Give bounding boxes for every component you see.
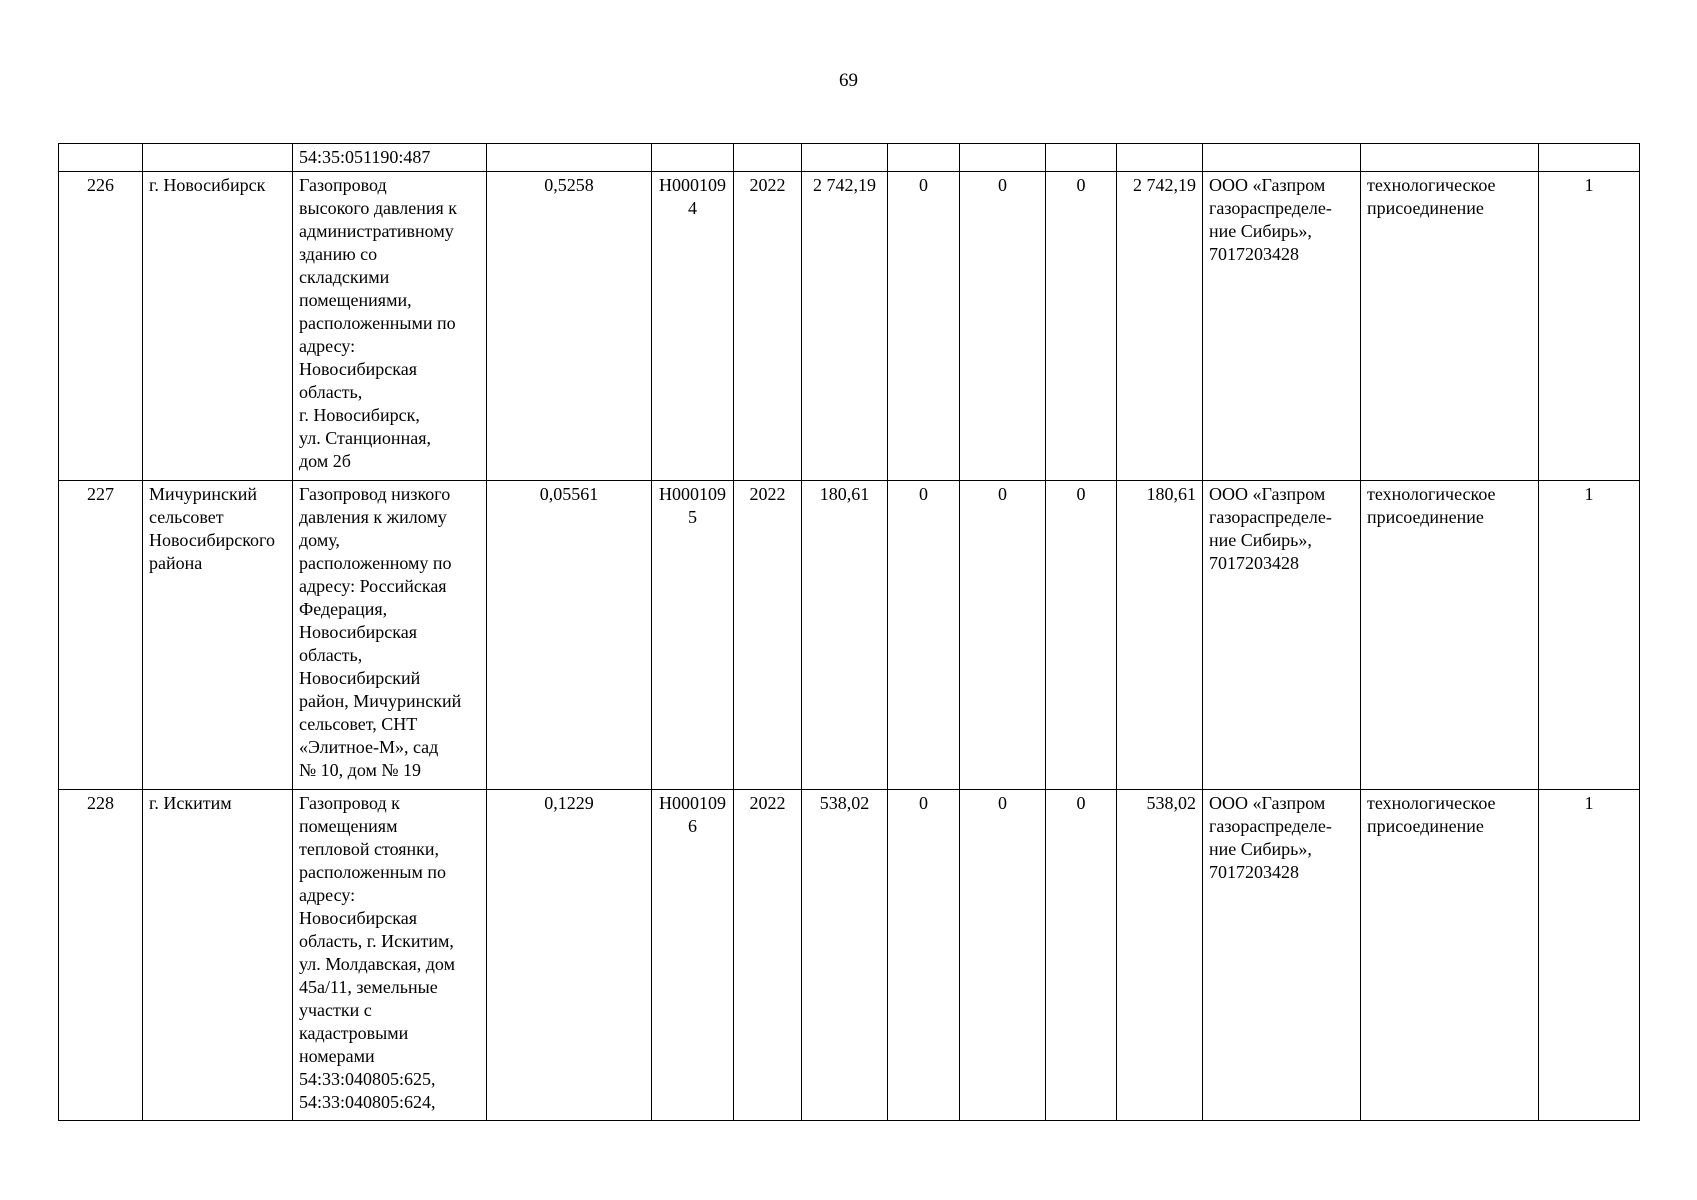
cell-cost	[802, 144, 888, 172]
cell-inventory-code	[652, 144, 734, 172]
cell-total: 538,02	[1117, 790, 1203, 1121]
cell-col-a: 0	[888, 481, 960, 790]
cell-col-a: 0	[888, 172, 960, 481]
cell-col-c: 0	[1046, 790, 1117, 1121]
cell-index: 227	[59, 481, 143, 790]
table-row	[59, 481, 1640, 790]
cell-purpose: технологическое присоединение	[1361, 790, 1539, 1121]
table-row-continuation	[59, 144, 1640, 172]
cell-index: 226	[59, 172, 143, 481]
cell-col-c: 0	[1046, 481, 1117, 790]
cell-owner: ООО «Газпром газораспределе-ние Сибирь», 7017203428	[1203, 481, 1361, 790]
cell-object: 54:35:051190:487	[293, 144, 487, 172]
cell-col-c: 0	[1046, 172, 1117, 481]
cell-purpose	[1361, 144, 1539, 172]
cell-col-a: 0	[888, 790, 960, 1121]
cell-total: 2 742,19	[1117, 172, 1203, 481]
cell-purpose: технологическое присоединение	[1361, 172, 1539, 481]
cell-year: 2022	[734, 481, 802, 790]
cell-object: Газопровод к помещениям тепловой стоянки, расположенным по адресу: Новосибирская область, г. Искитим, ул. Молдавская, дом 45а/11, земельные участки с кадастровыми номерами 54:33:040805:625, 54:33:040805:624,	[293, 790, 487, 1121]
cell-inventory-code: Н0001094	[652, 172, 734, 481]
cell-total	[1117, 144, 1203, 172]
cell-purpose: технологическое присоединение	[1361, 481, 1539, 790]
cell-col-b: 0	[960, 172, 1046, 481]
cell-count: 1	[1539, 481, 1640, 790]
cell-length: 0,1229	[487, 790, 652, 1121]
cell-count	[1539, 144, 1640, 172]
table-row	[59, 172, 1640, 481]
page-number: 69	[839, 70, 858, 91]
cell-owner	[1203, 144, 1361, 172]
cell-owner: ООО «Газпром газораспределе-ние Сибирь», 7017203428	[1203, 172, 1361, 481]
cell-municipality: г. Новосибирск	[143, 172, 293, 481]
cell-length: 0,5258	[487, 172, 652, 481]
cell-cost: 538,02	[802, 790, 888, 1121]
cell-municipality	[143, 144, 293, 172]
cell-municipality: Мичуринский сельсовет Новосибирского района	[143, 481, 293, 790]
cell-col-c	[1046, 144, 1117, 172]
cell-cost: 180,61	[802, 481, 888, 790]
cell-cost: 2 742,19	[802, 172, 888, 481]
cell-col-b	[960, 144, 1046, 172]
cell-year	[734, 144, 802, 172]
cell-owner: ООО «Газпром газораспределе-ние Сибирь», 7017203428	[1203, 790, 1361, 1121]
cell-index	[59, 144, 143, 172]
cell-total: 180,61	[1117, 481, 1203, 790]
cell-count: 1	[1539, 790, 1640, 1121]
cell-year: 2022	[734, 790, 802, 1121]
cell-col-a	[888, 144, 960, 172]
cell-inventory-code: Н0001095	[652, 481, 734, 790]
cell-inventory-code: Н0001096	[652, 790, 734, 1121]
cell-count: 1	[1539, 172, 1640, 481]
cell-year: 2022	[734, 172, 802, 481]
cell-length: 0,05561	[487, 481, 652, 790]
cell-object: Газопровод низкого давления к жилому дому, расположенному по адресу: Российская Федерация, Новосибирская область, Новосибирский район, Мичуринский сельсовет, СНТ «Элитное-М», сад № 10, дом № 19	[293, 481, 487, 790]
registry-table	[58, 143, 1640, 1121]
cell-municipality: г. Искитим	[143, 790, 293, 1121]
cell-index: 228	[59, 790, 143, 1121]
cell-object: Газопровод высокого давления к административному зданию со складскими помещениями, расположенными по адресу: Новосибирская область, г. Новосибирск, ул. Станционная, дом 2б	[293, 172, 487, 481]
cell-col-b: 0	[960, 481, 1046, 790]
cell-col-b: 0	[960, 790, 1046, 1121]
cell-length	[487, 144, 652, 172]
table-row	[59, 790, 1640, 1121]
